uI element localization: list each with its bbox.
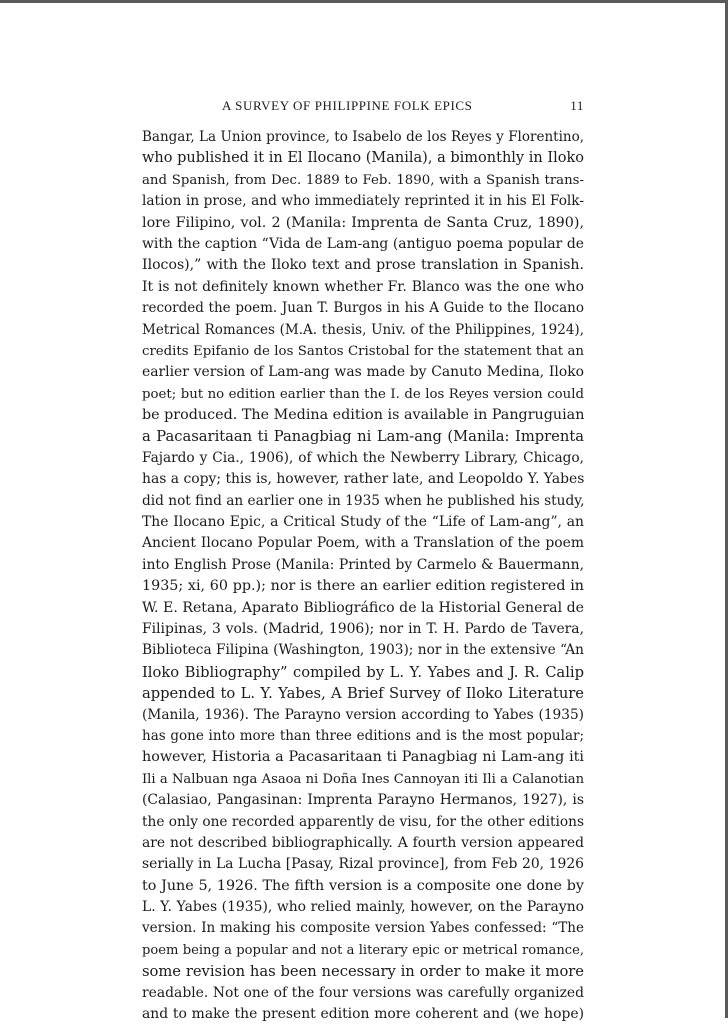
text-line: W. E. Retana, Aparato Bibliográfico de la Historial General de (142, 599, 584, 616)
text-line: Biblioteca Filipina (Washington, 1903); nor in the extensive “An (142, 642, 584, 659)
text-line: be produced. The Medina edition is available in Pangruguian (142, 407, 585, 424)
text-line: lation in prose, and who immediately reprinted it in his El Folk- (142, 193, 584, 210)
text-line: (Calasiao, Pangasinan: Imprenta Parayno Hermanos, 1927), is (142, 792, 584, 809)
text-line: 1935; xi, 60 pp.); nor is there an earlier edition registered in (142, 578, 584, 595)
text-line: Ilocos),” with the Iloko text and prose translation in Spanish. (142, 257, 584, 274)
top-border-line (0, 0, 728, 3)
text-line: did not find an earlier one in 1935 when he published his study, (142, 492, 585, 509)
text-line: Iloko Bibliography” compiled by L. Y. Yabes and J. R. Calip (142, 663, 584, 681)
page-number: 11 (570, 98, 584, 113)
text-line: (Manila, 1936). The Parayno version according to Yabes (1935) (142, 706, 584, 723)
text-line: The Ilocano Epic, a Critical Study of the “Life of Lam-ang”, an (142, 514, 584, 531)
text-line: Ancient Ilocano Popular Poem, with a Translation of the poem (142, 535, 584, 552)
text-line: and to make the present edition more coherent and (we hope) (142, 1006, 584, 1023)
text-line: however, Historia a Pacasaritaan ti Panagbiag ni Lam-ang iti (142, 749, 584, 766)
text-line: and Spanish, from Dec. 1889 to Feb. 1890, with a Spanish trans- (142, 172, 584, 188)
text-line: are not described bibliographically. A fourth version appeared (142, 834, 584, 851)
text-line: credits Epifanio de los Santos Cristobal for the statement that an (142, 343, 584, 359)
text-line: Ili a Nalbuan nga Asaoa ni Doña Ines Cannoyan iti Ili a Calanotian (142, 771, 584, 787)
text-line: poem being a popular and not a literary epic or metrical romance, (142, 942, 584, 958)
text-line: to June 5, 1926. The fifth version is a composite one done by (142, 877, 584, 894)
text-line: the only one recorded apparently de visu, for the other editions (142, 813, 584, 830)
text-line: serially in La Lucha [Pasay, Rizal province], from Feb 20, 1926 (142, 856, 584, 873)
text-line: Bangar, La Union province, to Isabelo de los Reyes y Florentino, (142, 129, 584, 145)
running-title: A SURVEY OF PHILIPPINE FOLK EPICS (222, 98, 473, 113)
text-line: into English Prose (Manila: Printed by Carmelo & Bauermann, (142, 556, 584, 573)
running-header (142, 98, 584, 118)
text-line: appended to L. Y. Yabes, A Brief Survey of Iloko Literature (142, 685, 584, 703)
text-line: Filipinas, 3 vols. (Madrid, 1906); nor in T. H. Pardo de Tavera, (142, 620, 584, 637)
text-line: lore Filipino, vol. 2 (Manila: Imprenta de Santa Cruz, 1890), (142, 214, 584, 231)
text-line: has gone into more than three editions and is the most popular; (142, 727, 584, 744)
text-line: Fajardo y Cia., 1906), of which the Newberry Library, Chicago, (142, 449, 584, 466)
body-paragraph (142, 127, 584, 1025)
text-line: earlier version of Lam-ang was made by Canuto Medina, Iloko (142, 364, 584, 381)
text-line: recorded the poem. Juan T. Burgos in his A Guide to the Ilocano (142, 300, 584, 317)
text-line: poet; but no edition earlier than the I. de los Reyes version could (142, 386, 584, 402)
text-line: L. Y. Yabes (1935), who relied mainly, however, on the Parayno (142, 899, 584, 916)
text-line: some revision has been necessary in order to make it more (142, 963, 584, 981)
text-line: with the caption “Vida de Lam-ang (antiguo poema popular de (142, 235, 584, 252)
text-line: who published it in El Ilocano (Manila), a bimonthly in Iloko (142, 150, 584, 167)
text-line: readable. Not one of the four versions was carefully organized (142, 984, 584, 1001)
text-line: It is not definitely known whether Fr. Blanco was the one who (142, 278, 584, 295)
text-line: version. In making his composite version Yabes confessed: “The (142, 920, 584, 937)
text-line: has a copy; this is, however, rather late, and Leopoldo Y. Yabes (142, 471, 585, 488)
text-line: Metrical Romances (M.A. thesis, Univ. of the Philippines, 1924), (142, 321, 584, 338)
text-line: a Pacasaritaan ti Panagbiag ni Lam-ang (Manila: Imprenta (142, 428, 584, 446)
